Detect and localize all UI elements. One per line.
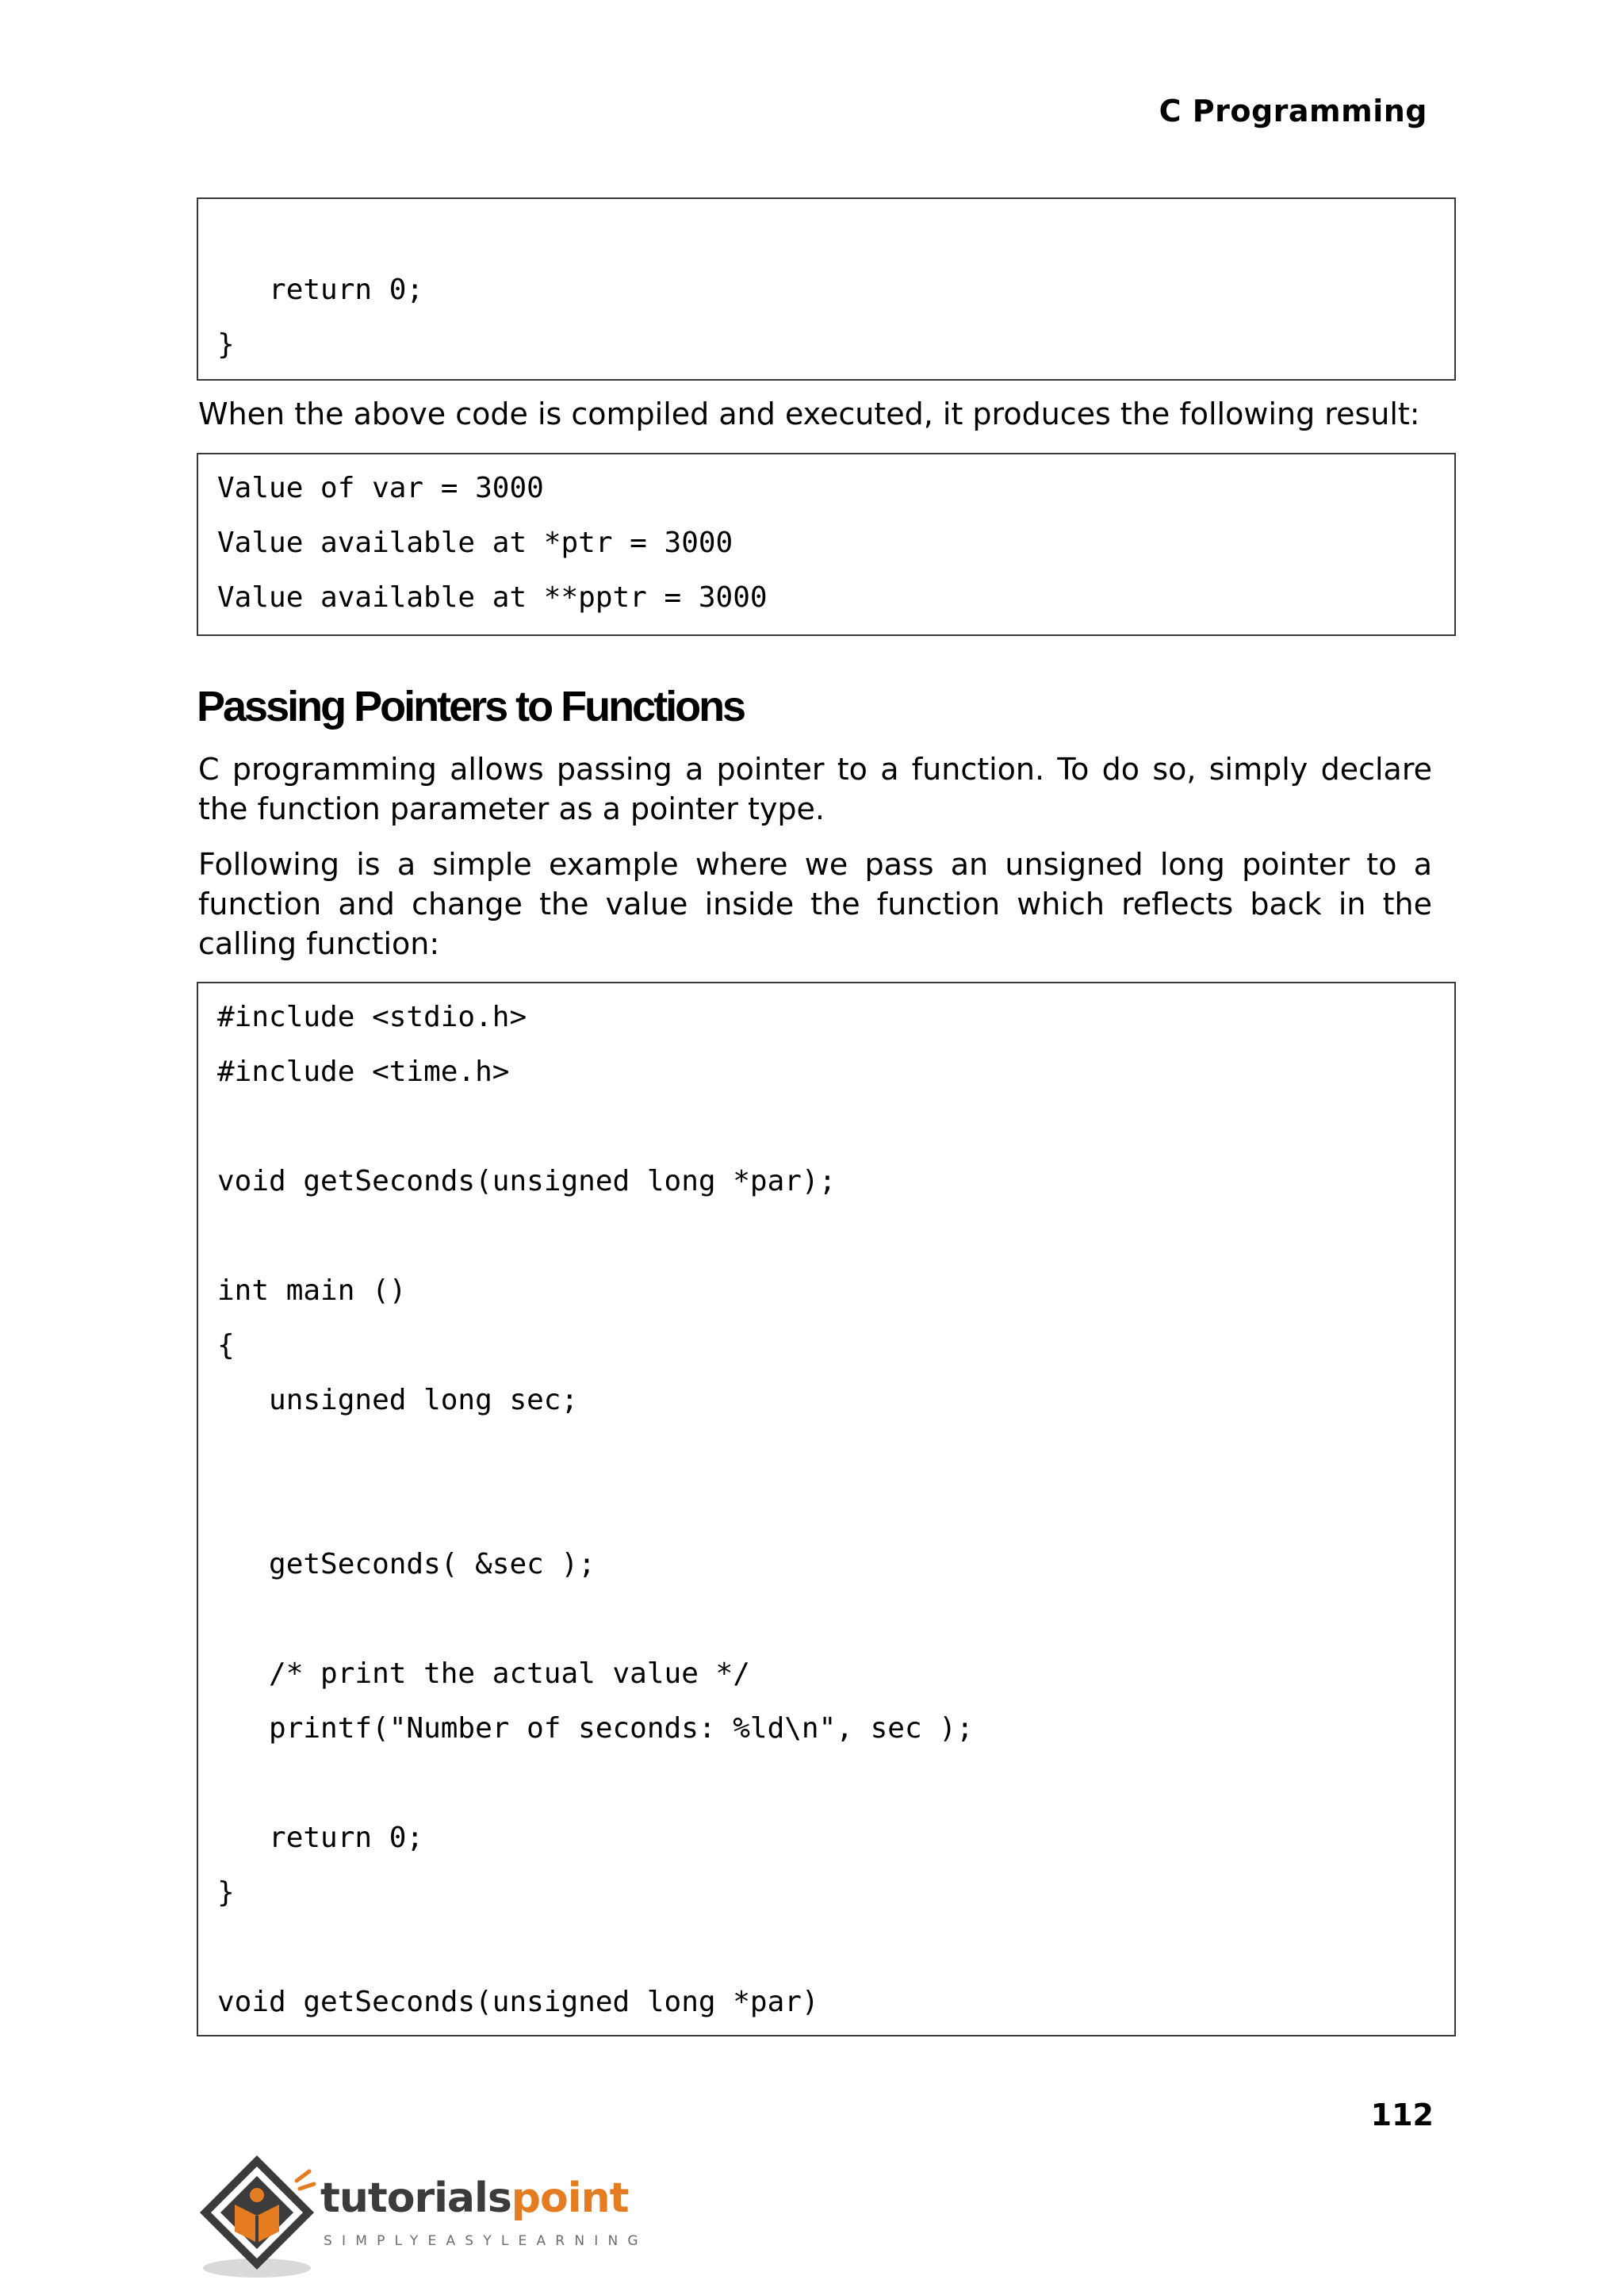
code-line (217, 1482, 1435, 1537)
logo-tagline: SIMPLYEASYLEARNING (324, 2233, 648, 2249)
code-line: int main () (217, 1274, 407, 1307)
code-line: return 0; (217, 274, 424, 306)
code-line (217, 1209, 1435, 1263)
code-line: { (217, 1329, 235, 1362)
code-line: printf("Number of seconds: %ld\n", sec ); (217, 1712, 974, 1745)
page-number: 112 (1370, 2098, 1434, 2132)
logo-diamond-icon (193, 2149, 328, 2284)
tutorialspoint-logo (193, 2149, 648, 2284)
example-paragraph: Following is a simple example where we pass an unsigned long pointer to a function and change the value inside the function which reflects back in the calling function: (198, 847, 1432, 961)
code-line: unsigned long sec; (217, 1384, 579, 1416)
code-line (217, 1427, 1435, 1482)
code-line (217, 1920, 1435, 1975)
output-line: Value of var = 3000 (217, 472, 544, 504)
logo-wordmark-part2: point (511, 2174, 629, 2222)
intro-paragraph: C programming allows passing a pointer to a function. To do so, simply declare the function parameter as a pointer type. (198, 752, 1432, 826)
logo-wordmark-part1: tutorials (320, 2174, 511, 2222)
code-line: void getSeconds(unsigned long *par); (217, 1165, 837, 1197)
code-line (217, 1592, 1435, 1646)
result-intro-paragraph: When the above code is compiled and executed, it produces the following result: (198, 397, 1420, 431)
code-line: } (217, 1876, 235, 1909)
code-line: #include <stdio.h> (217, 1001, 527, 1033)
code-line: return 0; (217, 1822, 424, 1854)
code-line: } (217, 328, 235, 361)
code-block-continued (197, 197, 1456, 381)
output-line: Value available at *ptr = 3000 (217, 527, 733, 559)
code-line: getSeconds( &sec ); (217, 1548, 596, 1580)
page-header-title: C Programming (1159, 94, 1427, 128)
output-block (197, 453, 1456, 636)
section-heading: Passing Pointers to Functions (197, 683, 745, 730)
output-line: Value available at **pptr = 3000 (217, 581, 768, 614)
code-line: /* print the actual value */ (217, 1657, 750, 1690)
logo-wordmark (320, 2174, 628, 2222)
code-line: #include <time.h> (217, 1056, 510, 1088)
code-line (217, 1756, 1435, 1810)
code-block-example (197, 982, 1456, 2036)
code-line (217, 1099, 1435, 1154)
code-line: void getSeconds(unsigned long *par) (217, 1986, 819, 2018)
